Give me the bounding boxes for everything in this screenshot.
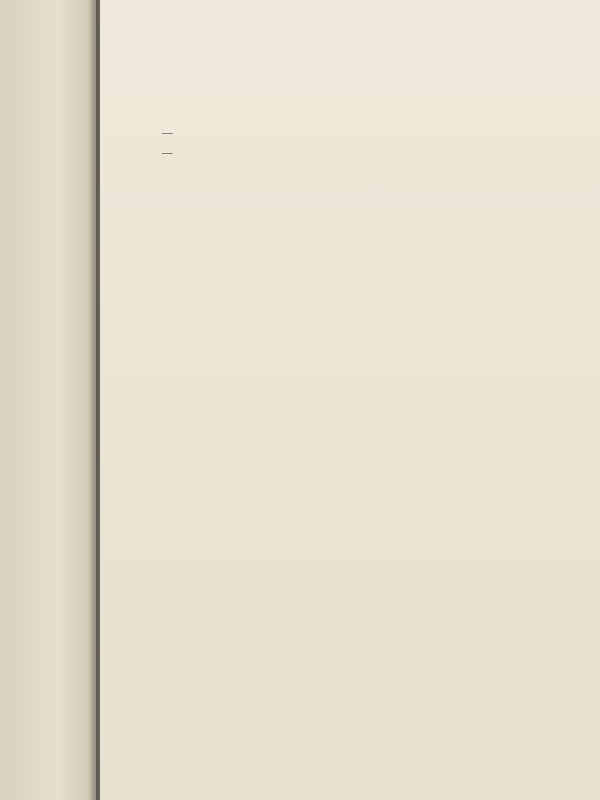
paragraph-chapter-xii: — bbox=[162, 128, 173, 139]
left-page bbox=[0, 0, 96, 800]
body-text bbox=[140, 127, 572, 168]
paragraph-chapter-xiii: — bbox=[162, 148, 173, 160]
left-page-text-top bbox=[0, 8, 96, 35]
right-page bbox=[100, 0, 600, 800]
left-page-text-bottom bbox=[0, 548, 96, 578]
